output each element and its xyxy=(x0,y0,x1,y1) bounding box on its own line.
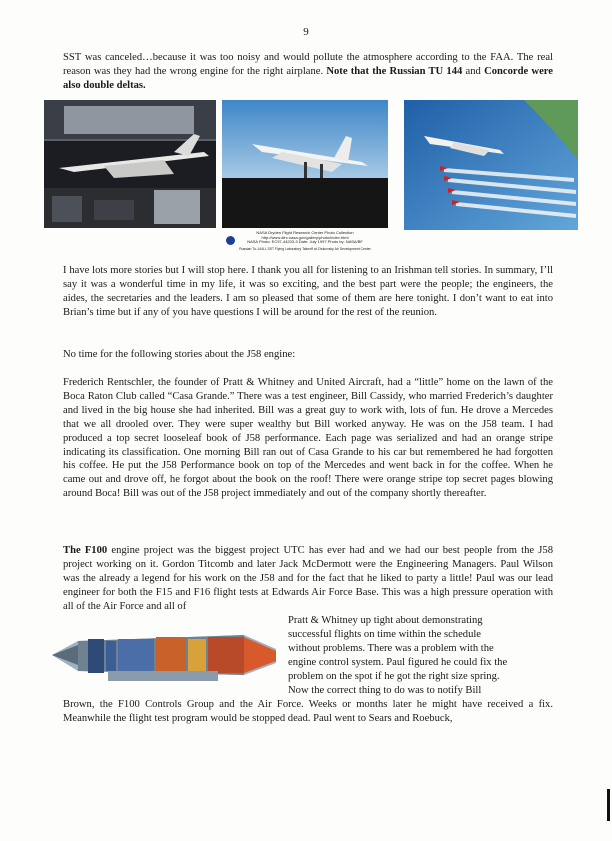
concorde-bold: Concorde xyxy=(484,65,529,77)
double-delta-bold: were also double deltas. xyxy=(63,65,553,91)
tu144-takeoff-photo xyxy=(222,100,388,228)
intro-paragraph xyxy=(63,51,553,93)
caption-line: http://www.dfrc.nasa.gov/gallery/photo/index.html xyxy=(261,235,349,240)
photo-row xyxy=(44,100,578,250)
concorde-red-arrows-photo xyxy=(404,100,578,230)
wrap-line: Pratt & Whitney up tight about demonstrating xyxy=(288,615,483,626)
concorde-hangar-photo xyxy=(44,100,216,228)
photo-caption xyxy=(222,231,388,251)
f100-bold: The F100 xyxy=(63,545,108,556)
closing-paragraph: I have lots more stories but I will stop here. I thank you all for listening to an Irishman tell stories. In summary, I’ll say it was a wonderful time in my life, it was so exciting, and the best part were the people; the engineers, the aides, the secretaries and the leaders. I am so pleased that some of them are here tonight. I don’t want to eat into Brian’s time but if any of you have questions I will be around for the rest of the reunion. xyxy=(63,265,553,318)
caption-line: NASA Dryden Flight Research Center Photo Collection xyxy=(256,231,354,235)
caption-line: NASA Photo: EC97-44203-3 Date: July 1997 Photo by: NASA/BF xyxy=(247,240,363,245)
rentschler-paragraph: Frederich Rentschler, the founder of Pratt & Whitney and United Aircraft, had a “little” home on the lawn of the Boca Raton Club called “Casa Grande.” There was a test engineer, Bill Cassidy, who married Frederich’s daughter and lived in the big house she had inherited. Bill was a great guy to work with, lots of fun. He drove a Mercedes that we all drooled over. They were super wealthy but Bill worked anyway. He was on the J58 team. I had produced a top secret looseleaf book of J58 performance. Each page was serialized and had an orange stripe indicating its classification. One morning Bill ran out of Casa Grande to his car but remembered he had forgotten his coffee. He put the J58 Performance book on top of the Mercedes and went back in for the coffee. When he came out and drove off, he forgot about the book on the roof! There were orange stripe top secret pages blowing around Boca! Bill was out of the J58 project immediately and out of the company shortly thereafter. xyxy=(63,377,553,500)
f100-wrapped-lines xyxy=(63,614,553,697)
f100-text: engine project was the biggest project UTC has ever had and we had our best people from the J58 project working on it. Gordon Titcomb and later Jack McDermott were the Engineering Managers. Paul Wilson was the already a legend for his work on the J58 and for the fact that he liked to party a little! Paul was our lead engineer for both the F15 and F16 flight tests at Edwards Air Force Base. This was a high pressure operation with all of the Air Force and all of xyxy=(63,545,554,612)
wrap-line: problem on the spot if he got the right size spring. xyxy=(288,670,500,682)
page-number: 9 xyxy=(303,26,309,38)
j58-heading-line: No time for the following stories about the J58 engine: xyxy=(63,349,296,360)
intro-conjunction: and xyxy=(462,65,485,77)
tu144-bold: Note that the Russian TU 144 xyxy=(323,65,463,77)
wrap-line: engine control system. Paul figured he could fix the xyxy=(288,656,508,668)
wrap-line: Now the correct thing to do was to notify Bill xyxy=(288,684,482,696)
wrap-line: successful flights on time within the schedule xyxy=(288,628,482,640)
scan-edge-mark xyxy=(607,789,610,821)
intro-text: SST was canceled…because it was too noisy and would pollute the atmosphere according to the FAA. The real reason was they had the wrong engine for the right airplane. xyxy=(63,52,553,77)
caption-title: Russian Tu-144LL SST Flying Laboratory Takeoff at Zhukovsky Air Development Center xyxy=(239,246,371,251)
f100-paragraph xyxy=(63,544,553,614)
f100-tail-paragraph: Brown, the F100 Controls Group and the Air Force. Weeks or months later he might have received a fix. Meanwhile the flight test program would be stopped dead. Paul went to Sears and Roebuck, xyxy=(63,699,553,724)
wrap-line: without problems. There was a problem with the xyxy=(288,642,494,654)
